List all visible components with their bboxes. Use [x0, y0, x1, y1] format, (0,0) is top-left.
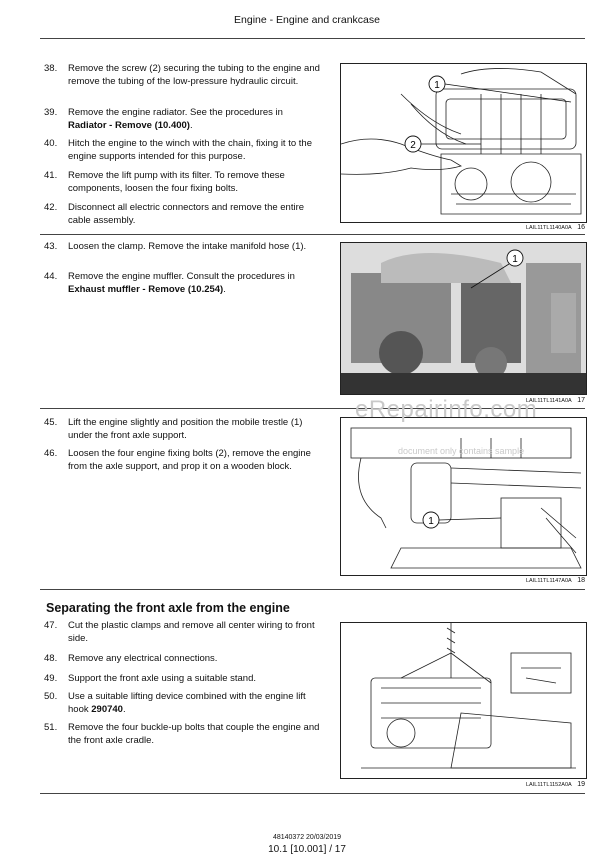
figure-number: 18: [577, 577, 585, 584]
section-divider: [40, 589, 585, 590]
step-41: [44, 169, 324, 195]
step-number: 40.: [44, 138, 58, 149]
page-header: Engine - Engine and crankcase: [234, 14, 380, 26]
step-number: 48.: [44, 653, 58, 664]
engine-lift-illustration: [341, 623, 586, 778]
procedure-link[interactable]: Radiator - Remove (10.400): [68, 120, 190, 131]
step-text: Use a suitable lifting device combined with the engine lift hook: [68, 691, 306, 715]
figure-code: LAIL11TL1141A0A: [526, 398, 572, 404]
callout-label: 1: [434, 80, 440, 91]
step-number: 49.: [44, 673, 58, 684]
figure-17: [340, 242, 587, 395]
step-39: [44, 106, 324, 132]
section-heading: Separating the front axle from the engine: [46, 601, 290, 615]
figure-code: LAIL11TL1140A0A: [526, 225, 572, 231]
callout-1: [423, 512, 501, 528]
step-number: 46.: [44, 448, 58, 459]
step-text: Remove the lift pump with its filter. To remove these components, loosen the four fixing bolts.: [68, 170, 285, 194]
step-number: 41.: [44, 170, 58, 181]
step-text: Loosen the clamp. Remove the intake manifold hose (1).: [68, 241, 307, 252]
step-50: [44, 690, 324, 716]
footer-page-number: 10.1 [10.001] / 17: [268, 844, 346, 855]
step-text: Lift the engine slightly and position the mobile trestle (1) under the front axle support.: [68, 417, 303, 441]
callout-2: [405, 136, 481, 152]
figure-code: LAIL11TL1152A0A: [526, 782, 572, 788]
step-text-end: .: [122, 704, 126, 715]
callout-label: 1: [428, 516, 434, 527]
figure-number: 19: [577, 781, 585, 788]
step-text-end: .: [223, 284, 226, 295]
step-51: [44, 721, 324, 747]
step-number: 44.: [44, 271, 58, 282]
step-number: 51.: [44, 722, 58, 733]
step-number: 38.: [44, 63, 58, 74]
figure-19: [340, 622, 587, 779]
figure-code: LAIL11TL1147A0A: [526, 578, 572, 584]
step-text: Hitch the engine to the winch with the chain, fixing it to the engine supports intended for this purpose.: [68, 138, 312, 162]
tool-number: 290740: [91, 704, 123, 715]
step-number: 50.: [44, 691, 58, 702]
figure-number: 16: [577, 224, 585, 231]
figure-number: 17: [577, 397, 585, 404]
step-text: Remove any electrical connections.: [68, 653, 218, 664]
step-text: Remove the engine muffler. Consult the procedures in: [68, 271, 295, 282]
engine-side-illustration: [341, 243, 586, 394]
callout-label: 1: [512, 254, 518, 265]
step-text: Disconnect all electric connectors and remove the entire cable assembly.: [68, 202, 305, 226]
step-number: 47.: [44, 620, 58, 631]
step-47: [44, 619, 324, 645]
callout-label: 2: [410, 140, 416, 151]
step-text: Remove the engine radiator. See the procedures in: [68, 107, 283, 118]
step-text: Cut the plastic clamps and remove all center wiring to front side.: [68, 620, 315, 644]
step-number: 45.: [44, 417, 58, 428]
step-number: 39.: [44, 107, 58, 118]
step-text: Support the front axle using a suitable stand.: [68, 673, 257, 684]
step-38: [44, 62, 324, 88]
step-44: [44, 270, 324, 296]
section-divider: [40, 793, 585, 794]
figure-16: [340, 63, 587, 223]
axle-support-illustration: [341, 418, 586, 575]
engine-top-illustration: [341, 64, 586, 222]
section-divider: [40, 234, 585, 235]
procedure-link[interactable]: Exhaust muffler - Remove (10.254): [68, 284, 224, 295]
step-text-end: .: [189, 120, 193, 131]
header-divider: [40, 38, 585, 39]
step-49: [44, 672, 324, 685]
step-number: 42.: [44, 202, 58, 213]
step-42: [44, 201, 324, 227]
step-43: [44, 240, 324, 253]
watermark-sub: document only contains sample: [398, 446, 525, 456]
step-text: Remove the four buckle-up bolts that couple the engine and the front axle cradle.: [68, 722, 320, 746]
watermark: eRepairinfo.com: [355, 396, 538, 423]
step-number: 43.: [44, 241, 58, 252]
step-45: [44, 416, 324, 442]
step-48: [44, 652, 324, 665]
step-46: [44, 447, 324, 473]
step-40: [44, 137, 324, 163]
step-text: Remove the screw (2) securing the tubing to the engine and remove the tubing of the low-pressure hydraulic circuit.: [68, 63, 320, 87]
footer-doc-ref: 48140372 20/03/2019: [272, 834, 342, 841]
figure-18: [340, 417, 587, 576]
step-text: Loosen the four engine fixing bolts (2), remove the engine from the axle support, and prop it on a wooden block.: [68, 448, 311, 472]
